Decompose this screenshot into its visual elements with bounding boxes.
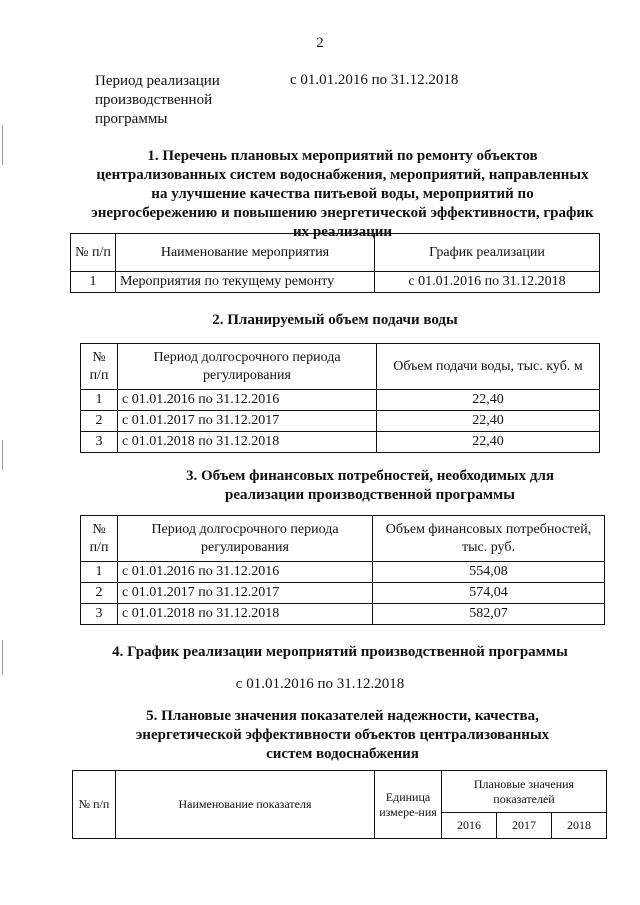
table-row <box>81 604 605 625</box>
table-row <box>81 562 605 583</box>
cell-period: с 01.01.2018 по 31.12.2018 <box>118 604 373 625</box>
table-row <box>81 583 605 604</box>
cell-period: с 01.01.2018 по 31.12.2018 <box>118 432 377 453</box>
header-financial-needs: Объем финансовых потребностей, тыс. руб. <box>373 516 605 562</box>
section2-table <box>80 343 600 453</box>
table-row <box>81 390 600 411</box>
table-header-row <box>81 344 600 390</box>
scan-edge-mark <box>2 640 3 675</box>
header-num: № п/п <box>73 771 116 839</box>
cell-num: 1 <box>81 562 118 583</box>
header-unit: Единица измере-ния <box>375 771 442 839</box>
cell-num: 1 <box>81 390 118 411</box>
cell-period: с 01.01.2016 по 31.12.2016 <box>118 562 373 583</box>
header-period: Период долгосрочного периода регулирования <box>118 344 377 390</box>
table-header-row <box>81 516 605 562</box>
header-year-2016: 2016 <box>442 813 497 839</box>
cell-num: 3 <box>81 432 118 453</box>
header-num: № п/п <box>71 234 116 272</box>
table-row <box>71 272 600 293</box>
period-value: с 01.01.2016 по 31.12.2018 <box>290 72 459 88</box>
cell-num: 2 <box>81 411 118 432</box>
section2-title: 2. Планируемый объем подачи воды <box>212 312 458 328</box>
table-row <box>81 411 600 432</box>
cell-financial-needs: 554,08 <box>373 562 605 583</box>
header-year-2018: 2018 <box>551 813 606 839</box>
cell-num: 1 <box>71 272 116 293</box>
cell-water-volume: 22,40 <box>377 432 600 453</box>
page-number: 2 <box>316 35 324 51</box>
header-num: № п/п <box>81 516 118 562</box>
scan-edge-mark <box>2 440 3 470</box>
cell-num: 2 <box>81 583 118 604</box>
header-planned-values: Плановые значения показателей <box>442 771 607 813</box>
table-row <box>81 432 600 453</box>
section5-title: 5. Плановые значения показателей надежности, качества, энергетической эффективности объектов централизованных систем водоснабжения <box>135 708 550 762</box>
header-year-2017: 2017 <box>496 813 551 839</box>
cell-num: 3 <box>81 604 118 625</box>
header-water-volume: Объем подачи воды, тыс. куб. м <box>377 344 600 390</box>
cell-water-volume: 22,40 <box>377 390 600 411</box>
cell-financial-needs: 574,04 <box>373 583 605 604</box>
cell-financial-needs: 582,07 <box>373 604 605 625</box>
table-header-row <box>73 771 607 813</box>
section1-table <box>70 233 600 293</box>
header-num: № п/п <box>81 344 118 390</box>
cell-period: с 01.01.2017 по 31.12.2017 <box>118 583 373 604</box>
section1-title: 1. Перечень плановых мероприятий по ремонту объектов централизованных систем водоснабжения, мероприятий, направленных на улучшение качества питьевой воды, мероприятий по энергосбережению и повышению энергетической эффективности, график их реализации <box>91 148 594 240</box>
cell-period: с 01.01.2016 по 31.12.2016 <box>118 390 377 411</box>
cell-activity-name: Мероприятия по текущему ремонту <box>116 272 375 293</box>
header-indicator-name: Наименование показателя <box>116 771 375 839</box>
cell-period: с 01.01.2017 по 31.12.2017 <box>118 411 377 432</box>
scan-edge-mark <box>2 125 3 165</box>
section4-title: 4. График реализации мероприятий производственной программы <box>112 644 568 660</box>
table-header-row <box>71 234 600 272</box>
header-activity-name: Наименование мероприятия <box>116 234 375 272</box>
header-period: Период долгосрочного периода регулирования <box>118 516 373 562</box>
header-schedule: График реализации <box>375 234 600 272</box>
period-label: Период реализации производственной программы <box>95 73 220 127</box>
section3-title: 3. Объем финансовых потребностей, необходимых для реализации производственной программы <box>185 468 555 503</box>
cell-water-volume: 22,40 <box>377 411 600 432</box>
section5-table <box>72 770 607 839</box>
cell-schedule: с 01.01.2016 по 31.12.2018 <box>375 272 600 293</box>
section3-table <box>80 515 605 625</box>
section4-schedule: с 01.01.2016 по 31.12.2018 <box>235 676 405 692</box>
